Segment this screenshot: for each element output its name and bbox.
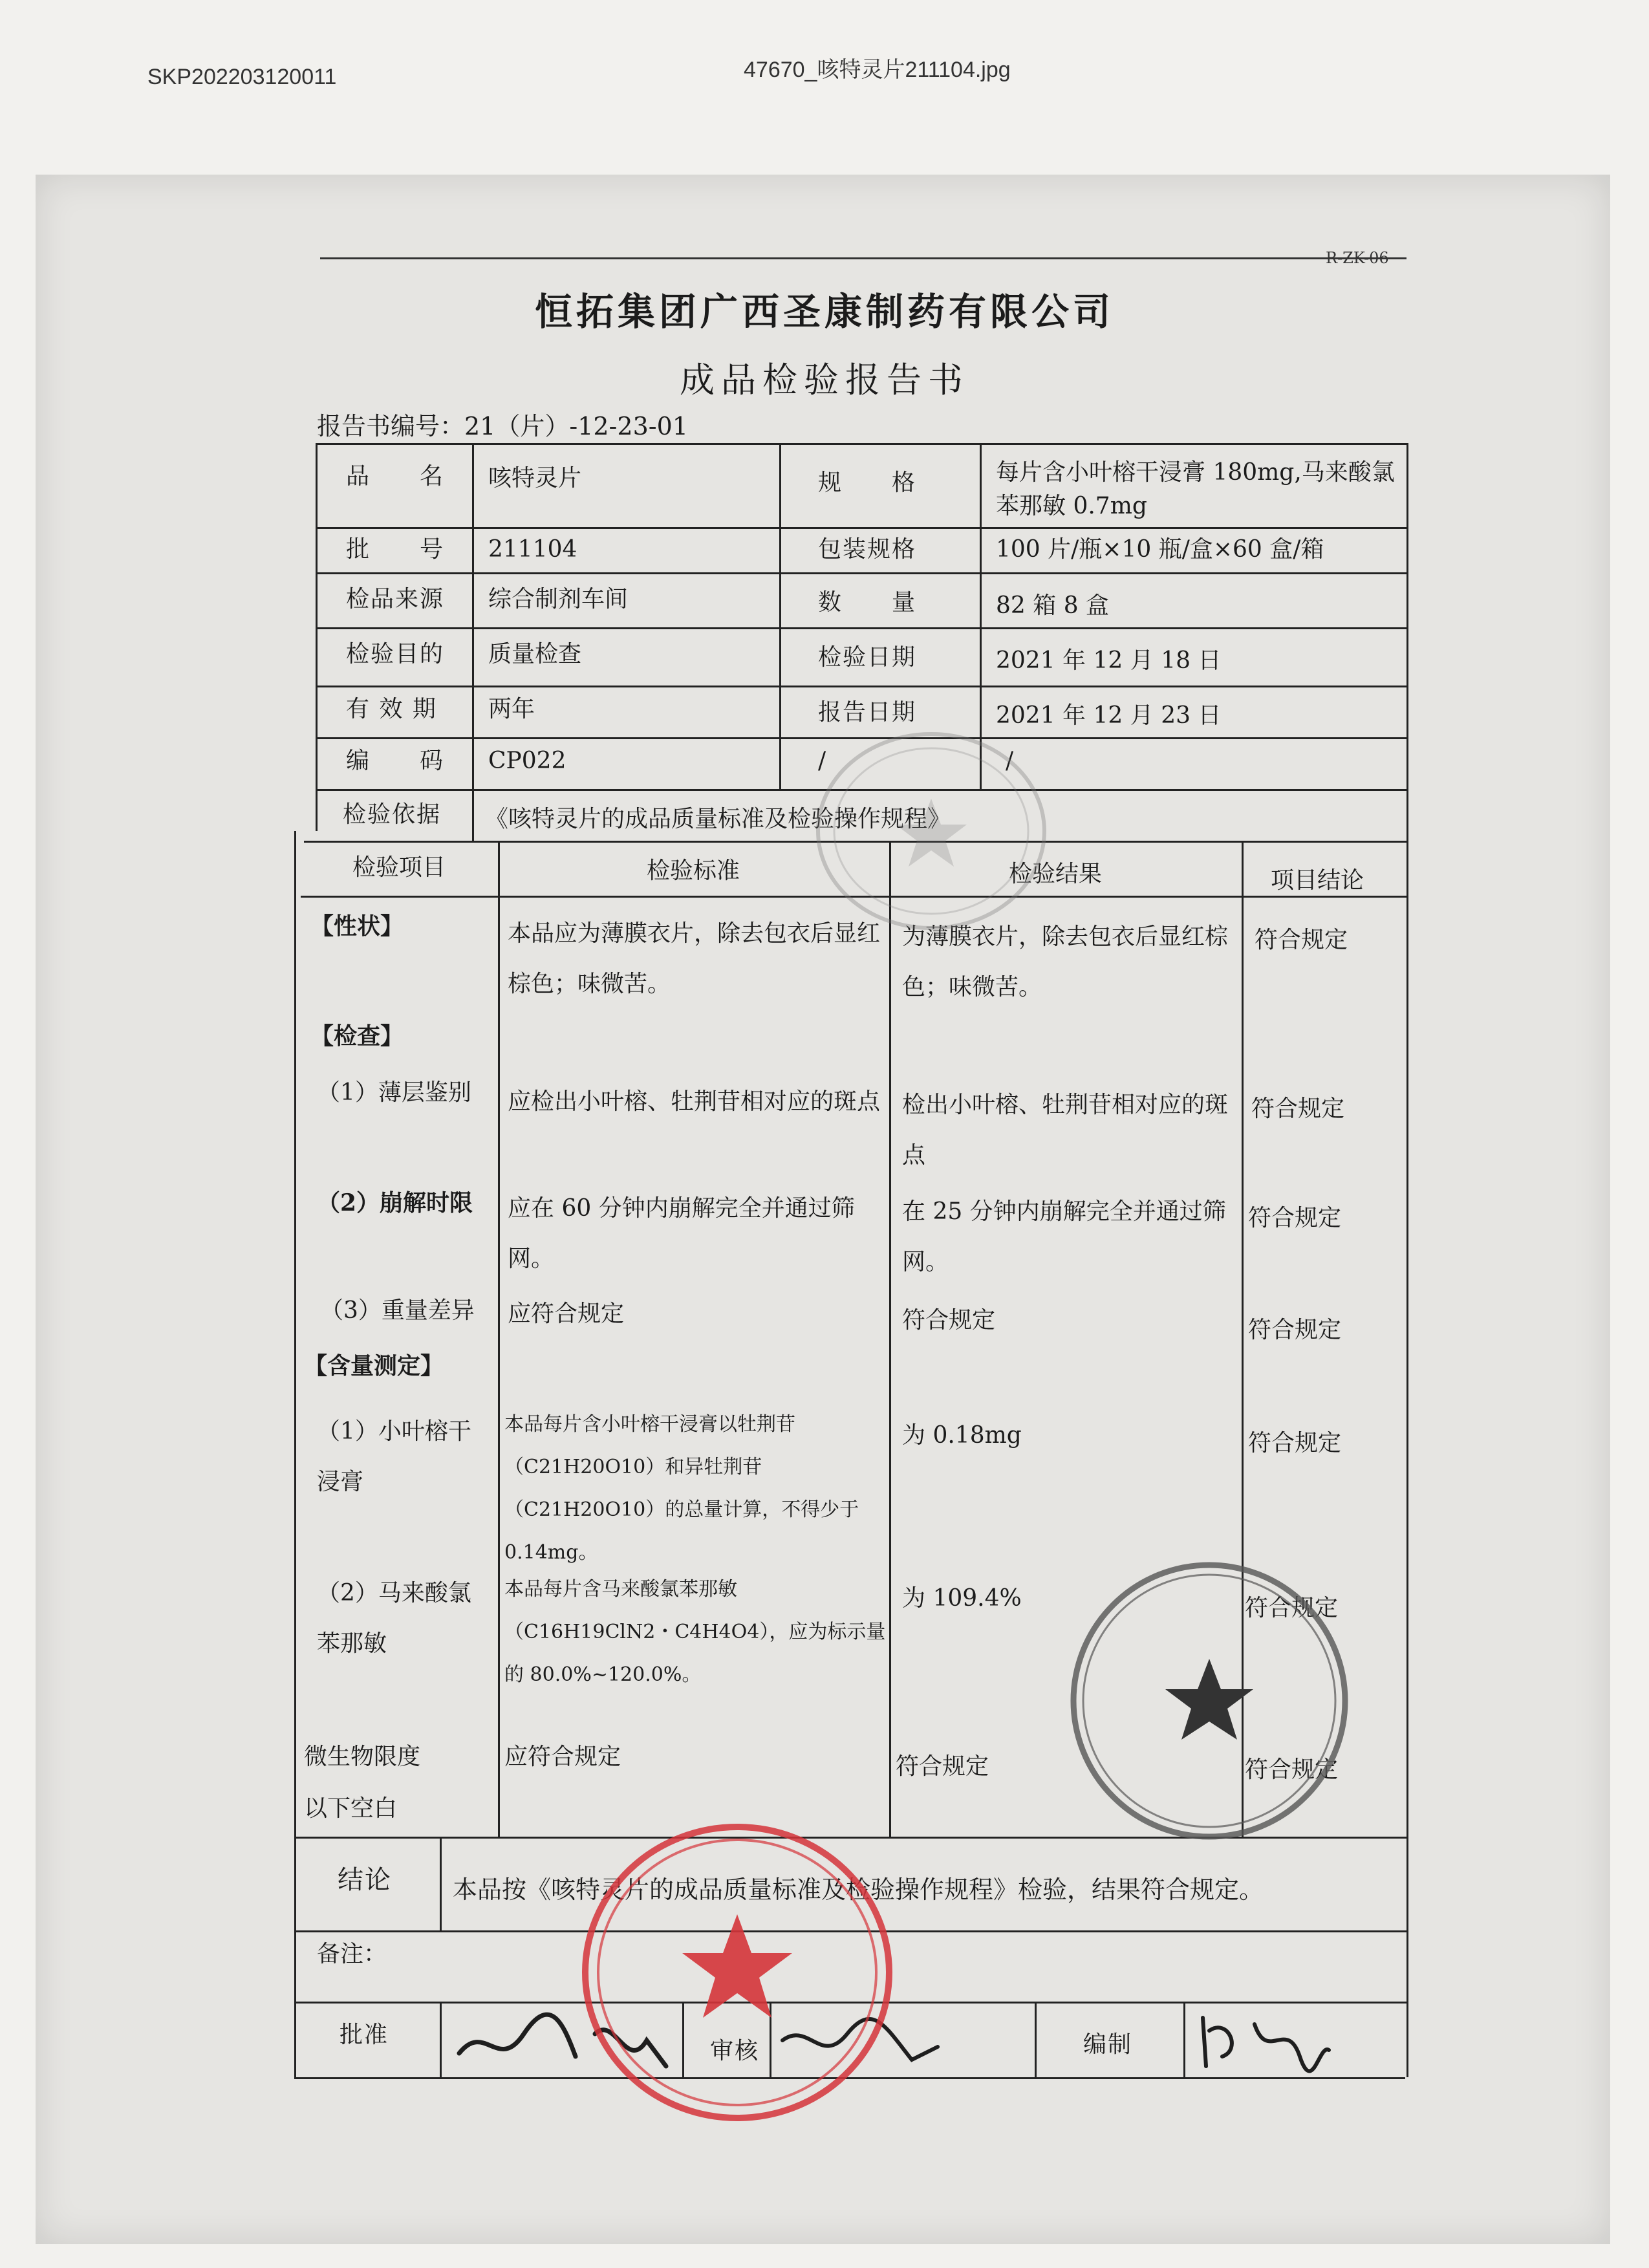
code-extra-2: /	[1006, 748, 1014, 774]
row-item-tlc: （1）薄层鉴别	[317, 1079, 471, 1106]
row-result-chlorphenamine: 为 109.4%	[902, 1585, 1022, 1612]
row-conclusion-tlc: 符合规定	[1251, 1096, 1345, 1122]
table-border-top	[316, 443, 1408, 445]
conclusion-text: 本品按《咳特灵片的成品质量标准及检验操作规程》检验，结果符合规定。	[453, 1875, 1264, 1904]
col-line	[498, 841, 500, 1837]
col-header-result: 检验结果	[1009, 861, 1103, 887]
col-line	[1183, 2002, 1185, 2077]
row-conclusion-microbial: 符合规定	[1245, 1756, 1339, 1783]
package-label: 包装规格	[818, 536, 917, 563]
row-line	[316, 627, 1406, 629]
row-standard-chlorphenamine: 本品每片含马来酸氯苯那敏（C16H19ClN2・C4H4O4），应为标示量的 80.0%~120.0%。	[504, 1578, 886, 1686]
report-title: 成品检验报告书	[680, 360, 969, 400]
row-item-blank-below: 以下空白	[304, 1795, 398, 1822]
code-label: 编 码	[346, 748, 445, 774]
scan-doc-id: SKP202203120011	[147, 65, 337, 89]
col-header-conclusion: 项目结论	[1271, 867, 1364, 894]
report-number: 报告书编号：21（片）-12-23-01	[317, 412, 688, 440]
product-name: 咳特灵片	[488, 465, 582, 491]
row-line	[316, 686, 1406, 687]
code-extra-1: /	[818, 748, 826, 774]
row-standard-appearance: 本品应为薄膜衣片，除去包衣后显红棕色；味微苦。	[508, 920, 881, 997]
review-label: 审核	[710, 2038, 760, 2064]
report-date: 2021 年 12 月 23 日	[996, 702, 1222, 729]
col-line	[472, 443, 474, 841]
row-item-ficus-extract: （1）小叶榕干浸膏	[317, 1418, 471, 1495]
header-rule	[320, 257, 1406, 259]
row-item-inspection: 【检查】	[310, 1022, 404, 1050]
company-name: 恒拓集团广西圣康制药有限公司	[534, 290, 1114, 334]
compiler-signature	[1190, 2005, 1339, 2076]
table-border-left	[294, 831, 296, 2077]
source-label: 检品来源	[346, 586, 445, 612]
batch-label: 批 号	[346, 536, 445, 563]
row-result-microbial: 符合规定	[896, 1753, 989, 1780]
row-item-weight: （3）重量差异	[320, 1297, 475, 1324]
qa-department-stamp	[1054, 1546, 1364, 1856]
test-purpose: 质量检查	[488, 641, 582, 667]
col-line	[779, 443, 781, 789]
purpose-label: 检验目的	[346, 641, 445, 667]
col-line	[1035, 2002, 1037, 2077]
spec-value: 每片含小叶榕干浸膏 180mg,马来酸氯苯那敏 0.7mg	[996, 459, 1395, 519]
row-result-disintegration: 在 25 分钟内崩解完全并通过筛网。	[902, 1198, 1226, 1275]
row-conclusion-disintegration: 符合规定	[1248, 1205, 1342, 1231]
col-line	[889, 841, 891, 1837]
approve-label: 批准	[339, 2022, 389, 2048]
row-conclusion-weight: 符合规定	[1248, 1317, 1342, 1343]
validity: 两年	[488, 696, 535, 722]
row-result-weight: 符合规定	[902, 1307, 996, 1334]
faint-gray-stamp	[802, 721, 1061, 941]
qty-label: 数 量	[818, 589, 917, 616]
row-conclusion-appearance: 符合规定	[1255, 927, 1348, 953]
scan-filename: 47670_咳特灵片211104.jpg	[744, 58, 1011, 82]
sample-source: 综合制剂车间	[488, 586, 629, 612]
remarks-label: 备注：	[317, 1941, 387, 1967]
row-item-assay: 【含量测定】	[304, 1352, 444, 1379]
row-standard-disintegration: 应在 60 分钟内崩解完全并通过筛网。	[508, 1195, 855, 1272]
quantity: 82 箱 8 盒	[996, 592, 1110, 619]
row-conclusion-chlorphenamine: 符合规定	[1245, 1595, 1339, 1621]
package-spec: 100 片/瓶×10 瓶/盒×60 盒/箱	[996, 536, 1324, 563]
col-header-item: 检验项目	[352, 854, 446, 881]
conclusion-label: 结论	[338, 1865, 392, 1895]
row-line	[316, 572, 1406, 574]
table-border-right	[1406, 443, 1408, 2077]
row-item-appearance: 【性状】	[310, 913, 404, 940]
name-label: 品 名	[346, 463, 445, 490]
form-code: R-ZK-06	[1326, 249, 1389, 267]
test-basis: 《咳特灵片的成品质量标准及检验操作规程》	[485, 806, 951, 832]
spec-label: 规 格	[818, 470, 917, 496]
row-standard-ficus-extract: 本品每片含小叶榕干浸膏以牡荆苷（C21H20O10）和异牡荆苷（C21H20O10）的总量计算，不得少于 0.14mg。	[504, 1413, 859, 1564]
row-result-appearance: 为薄膜衣片，除去包衣后显红棕色；味微苦。	[902, 923, 1229, 1000]
basis-label: 检验依据	[343, 801, 442, 828]
row-line	[316, 527, 1406, 529]
row-item-chlorphenamine: （2）马来酸氯苯那敏	[317, 1580, 471, 1657]
batch-number: 211104	[488, 536, 577, 563]
test-date: 2021 年 12 月 18 日	[996, 647, 1222, 674]
row-standard-tlc: 应检出小叶榕、牡荆苷相对应的斑点	[508, 1088, 881, 1115]
row-item-microbial: 微生物限度	[304, 1744, 421, 1770]
row-standard-weight: 应符合规定	[508, 1301, 625, 1327]
product-code: CP022	[488, 748, 566, 774]
red-company-seal	[569, 1811, 905, 2134]
table-border-left-top	[316, 443, 318, 831]
row-result-ficus-extract: 为 0.18mg	[902, 1422, 1022, 1449]
col-header-standard: 检验标准	[647, 858, 740, 884]
row-result-tlc: 检出小叶榕、牡荆苷相对应的斑点	[902, 1092, 1229, 1169]
col-line	[440, 1837, 442, 1930]
row-standard-microbial: 应符合规定	[504, 1744, 621, 1770]
report-date-label: 报告日期	[818, 699, 917, 726]
compile-label: 编制	[1083, 2031, 1133, 2058]
test-date-label: 检验日期	[818, 644, 917, 671]
row-item-disintegration: （2）崩解时限	[317, 1189, 473, 1216]
col-line	[440, 2002, 442, 2077]
validity-label: 有 效 期	[346, 696, 437, 722]
row-conclusion-ficus-extract: 符合规定	[1248, 1430, 1342, 1456]
